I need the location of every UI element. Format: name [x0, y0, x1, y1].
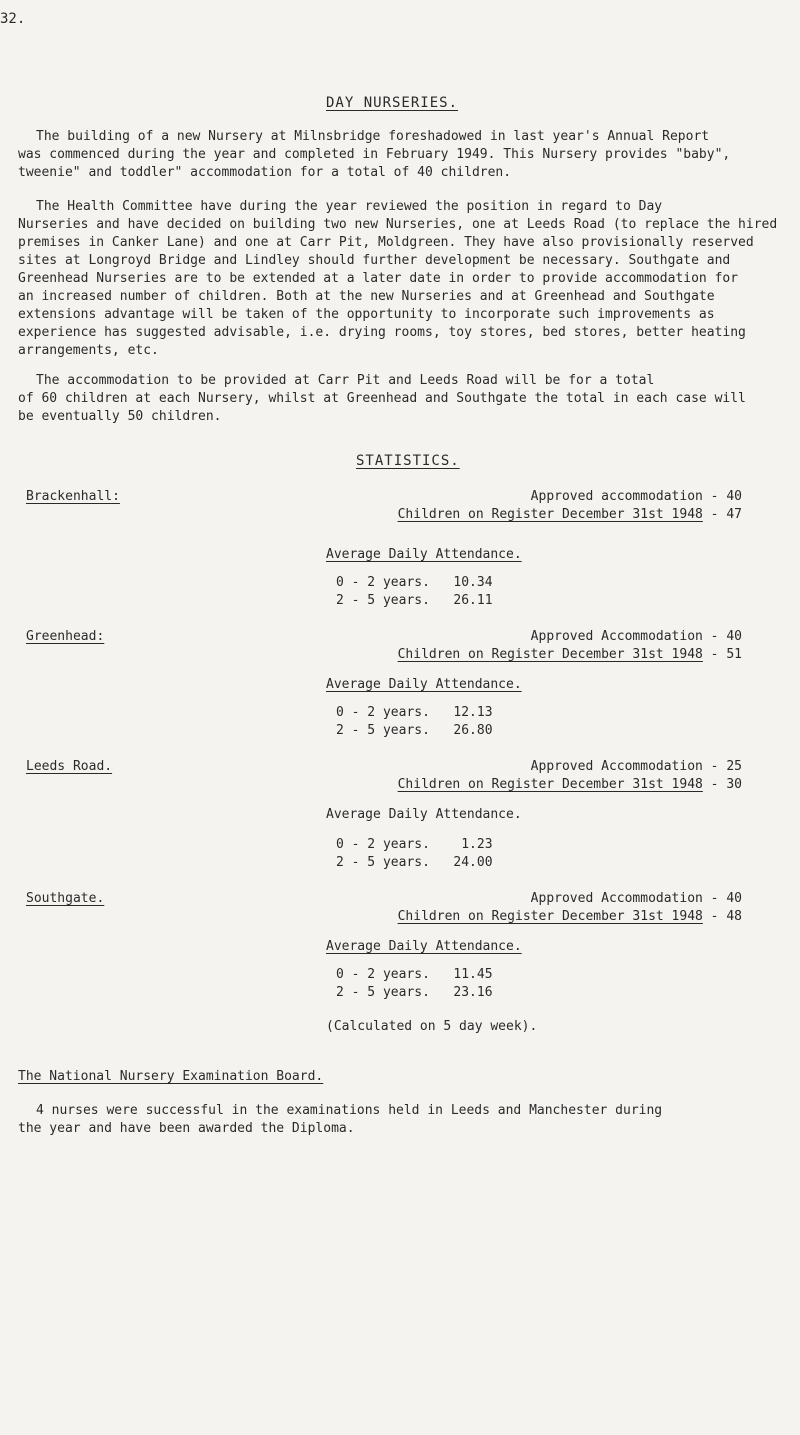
paragraph-line: 4 nurses were successful in the examinations held in Leeds and Manchester during [36, 1103, 663, 1118]
approved-value: 40 [726, 629, 742, 644]
register-label: Children on Register December 31st 1948 [397, 777, 703, 792]
age-range: 0 - 2 years. [336, 705, 430, 720]
approved-value: 40 [726, 891, 742, 906]
attendance-heading: Average Daily Attendance. [326, 547, 522, 562]
age-value: 26.80 [453, 723, 493, 738]
attendance-heading: Average Daily Attendance. [326, 939, 522, 954]
nursery-stats: Approved accommodation - 40 Children on Register December 31st 1948 - 47 [397, 489, 742, 522]
page-title: DAY NURSERIES. [326, 95, 459, 111]
approved-value: 25 [726, 759, 742, 774]
paragraph-line: tweenie" and toddler" accommodation for a total of 40 children. [18, 165, 512, 180]
paragraph-line: premises in Canker Lane) and one at Carr Pit, Moldgreen. They have also provisionally reserved [18, 235, 754, 250]
age-value: 12.13 [453, 705, 493, 720]
age-range: 2 - 5 years. [336, 723, 430, 738]
age-row [336, 966, 493, 984]
register-value: 51 [726, 647, 742, 662]
paragraph-line: an increased number of children. Both at the new Nurseries and at Greenhead and Southgate [18, 289, 715, 304]
age-row [336, 592, 493, 610]
age-range: 0 - 2 years. [336, 837, 430, 852]
approved-value: 40 [726, 489, 742, 504]
paragraph-line: Greenhead Nurseries are to be extended at a later date in order to provide accommodation for [18, 271, 739, 286]
paragraph-3 [18, 372, 788, 426]
nursery-stats: Approved Accommodation - 25 Children on Register December 31st 1948 - 30 [397, 759, 742, 792]
page-number: 32. [0, 11, 26, 27]
paragraph-2 [18, 198, 788, 360]
age-range: 0 - 2 years. [336, 967, 430, 982]
age-value: 11.45 [453, 967, 493, 982]
approved-label: Approved Accommodation [530, 759, 703, 774]
nursery-name: Brackenhall: [26, 489, 120, 504]
register-label: Children on Register December 31st 1948 [397, 909, 703, 924]
paragraph-line: The Health Committee have during the year reviewed the position in regard to Day [36, 199, 663, 214]
exam-paragraph [18, 1102, 788, 1138]
nursery-name: Southgate. [26, 891, 105, 906]
paragraph-line: Nurseries and have decided on building two new Nurseries, one at Leeds Road (to replace the hired [18, 217, 778, 232]
statistics-heading: STATISTICS. [356, 453, 460, 469]
register-value: 48 [726, 909, 742, 924]
paragraph-line: be eventually 50 children. [18, 409, 222, 424]
paragraph-line: of 60 children at each Nursery, whilst at Greenhead and Southgate the total in each case will [18, 391, 746, 406]
age-value: 10.34 [453, 575, 493, 590]
age-range: 2 - 5 years. [336, 985, 430, 1000]
paragraph-line: the year and have been awarded the Diploma. [18, 1121, 355, 1136]
age-range: 2 - 5 years. [336, 593, 430, 608]
paragraph-line: The accommodation to be provided at Carr Pit and Leeds Road will be for a total [36, 373, 655, 388]
age-row [336, 722, 493, 740]
paragraph-1 [18, 128, 788, 182]
nursery-name: Greenhead: [26, 629, 105, 644]
age-value: 26.11 [453, 593, 493, 608]
register-value: 30 [726, 777, 742, 792]
age-value: 24.00 [453, 855, 493, 870]
calculation-note: (Calculated on 5 day week). [326, 1019, 538, 1034]
paragraph-line: sites at Longroyd Bridge and Lindley should further development be necessary. Southgate and [18, 253, 731, 268]
age-value: 23.16 [453, 985, 493, 1000]
nursery-name: Leeds Road. [26, 759, 113, 774]
register-value: 47 [726, 507, 742, 522]
attendance-heading: Average Daily Attendance. [326, 677, 522, 692]
register-label: Children on Register December 31st 1948 [397, 647, 703, 662]
nursery-stats: Approved Accommodation - 40 Children on Register December 31st 1948 - 51 [397, 629, 742, 662]
age-value: 1.23 [461, 837, 493, 852]
age-row [336, 704, 493, 722]
age-range: 0 - 2 years. [336, 575, 430, 590]
approved-label: Approved Accommodation [530, 891, 703, 906]
age-row [336, 836, 493, 854]
age-row [336, 984, 493, 1002]
paragraph-line: extensions advantage will be taken of the opportunity to incorporate such improvements as [18, 307, 715, 322]
paragraph-line: The building of a new Nursery at Milnsbridge foreshadowed in last year's Annual Report [36, 129, 710, 144]
register-label: Children on Register December 31st 1948 [397, 507, 703, 522]
paragraph-line: was commenced during the year and completed in February 1949. This Nursery provides "baby", [18, 147, 731, 162]
age-row [336, 574, 493, 592]
attendance-heading: Average Daily Attendance. [326, 807, 522, 822]
paragraph-line: experience has suggested advisable, i.e. drying rooms, toy stores, bed stores, better heating [18, 325, 746, 340]
exam-heading: The National Nursery Examination Board. [18, 1069, 324, 1084]
age-range: 2 - 5 years. [336, 855, 430, 870]
age-row [336, 854, 493, 872]
approved-label: Approved accommodation [530, 489, 703, 504]
approved-label: Approved Accommodation [530, 629, 703, 644]
paragraph-line: arrangements, etc. [18, 343, 159, 358]
nursery-stats: Approved Accommodation - 40 Children on Register December 31st 1948 - 48 [397, 891, 742, 924]
